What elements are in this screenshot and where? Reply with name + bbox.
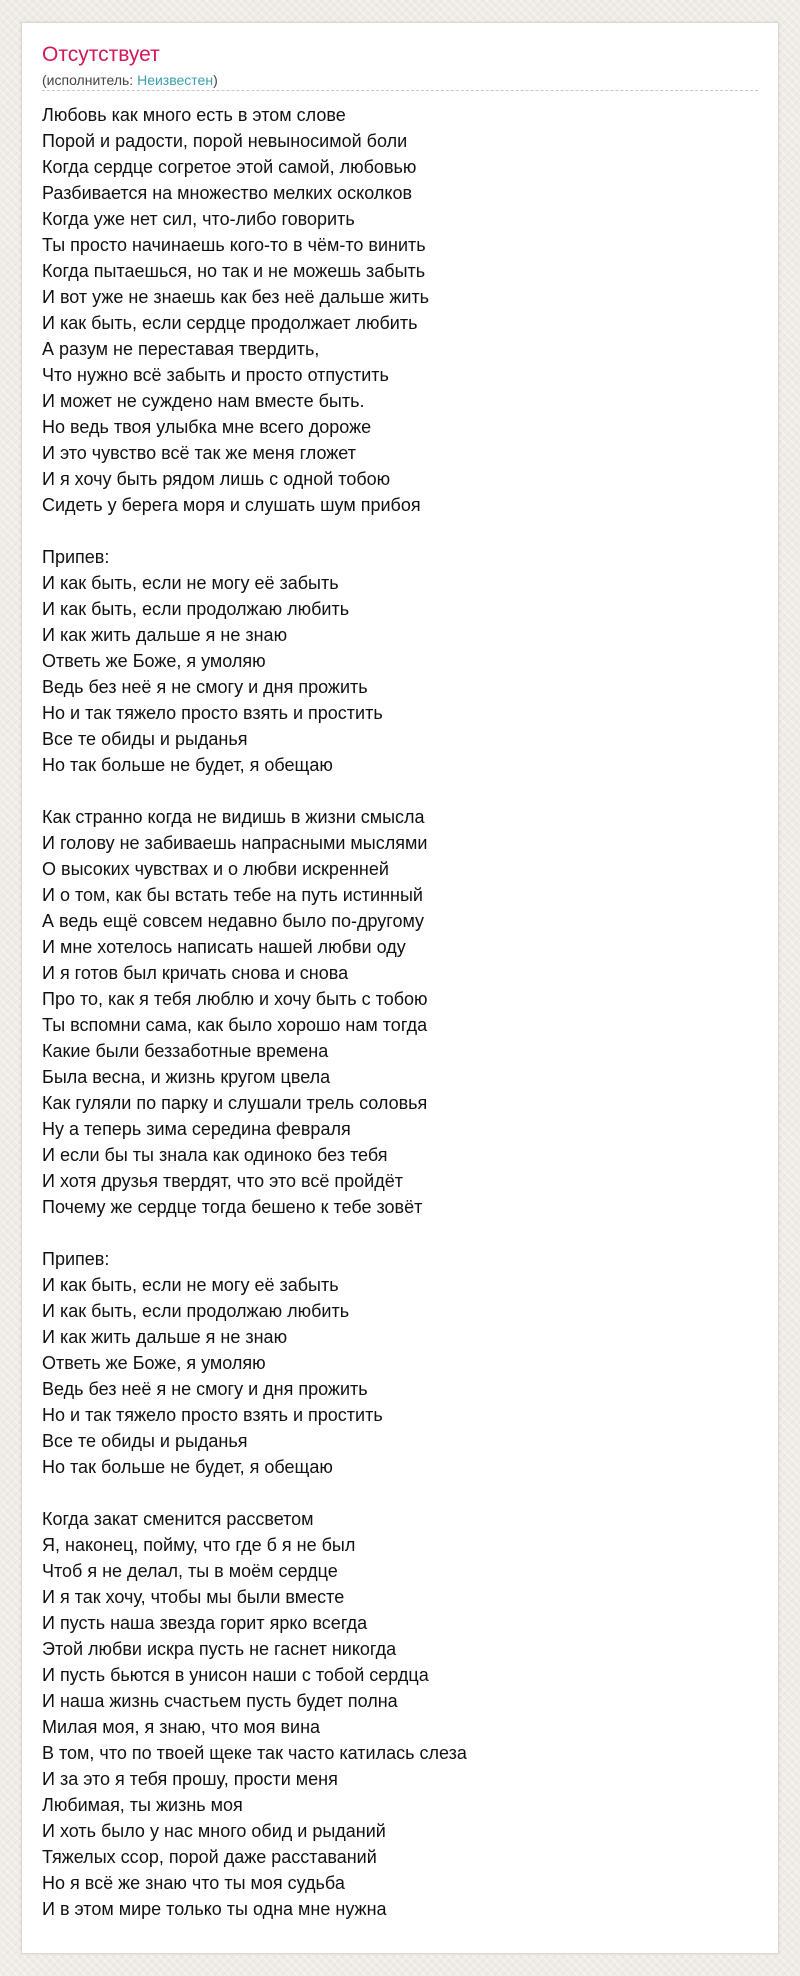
lyric-line: А ведь ещё совсем недавно было по-другому [42,911,425,931]
lyric-line: Чтоб я не делал, ты в моём сердце [42,1561,338,1581]
lyric-line: Ты вспомни сама, как было хорошо нам тогда [42,1015,428,1035]
lyric-line: Когда пытаешься, но так и не можешь забыть [42,261,426,281]
lyric-line: И хоть было у нас много обид и рыданий [42,1821,386,1841]
lyric-line: И я так хочу, чтобы мы были вместе [42,1587,345,1607]
lyrics-card [21,22,779,1954]
lyric-line: Сидеть у берега моря и слушать шум прибоя [42,495,421,515]
lyric-line: И как быть, если продолжаю любить [42,599,350,619]
lyric-line: И как жить дальше я не знаю [42,1327,288,1347]
lyric-line: Ответь же Боже, я умоляю [42,1353,266,1373]
lyric-line: Как гуляли по парку и слушали трель соловья [42,1093,428,1113]
lyric-line: О высоких чувствах и о любви искренней [42,859,389,879]
lyric-line: Ответь же Боже, я умоляю [42,651,266,671]
lyric-line: Но и так тяжело просто взять и простить [42,703,383,723]
lyric-line: И мне хотелось написать нашей любви оду [42,937,406,957]
lyric-line: Какие были беззаботные времена [42,1041,329,1061]
lyric-line: Ведь без неё я не смогу и дня прожить [42,677,368,697]
lyric-line: И как жить дальше я не знаю [42,625,288,645]
lyric-line: Когда закат сменится рассветом [42,1509,314,1529]
lyric-line: Почему же сердце тогда бешено к тебе зовёт [42,1197,423,1217]
lyric-line: Этой любви искра пусть не гаснет никогда [42,1639,397,1659]
lyric-line: Что нужно всё забыть и просто отпустить [42,365,389,385]
artist-link[interactable]: Неизвестен [137,72,214,88]
lyric-line: Я, наконец, пойму, что где б я не был [42,1535,356,1555]
lyric-line: Но так больше не будет, я обещаю [42,1457,333,1477]
lyric-line: И я хочу быть рядом лишь с одной тобою [42,469,391,489]
lyrics-body [42,102,758,1922]
lyric-line: И если бы ты знала как одиноко без тебя [42,1145,388,1165]
lyric-line: Любимая, ты жизнь моя [42,1795,243,1815]
lyric-line: Была весна, и жизнь кругом цвела [42,1067,331,1087]
lyric-line: Ну а теперь зима середина февраля [42,1119,351,1139]
lyrics-stanza [42,804,758,1220]
lyric-line: Все те обиды и рыданья [42,729,248,749]
lyric-line: Но так больше не будет, я обещаю [42,755,333,775]
lyric-line: А разум не переставая твердить, [42,339,320,359]
lyric-line: Но ведь твоя улыбка мне всего дороже [42,417,372,437]
lyric-line: И за это я тебя прошу, прости меня [42,1769,338,1789]
lyric-line: И наша жизнь счастьем пусть будет полна [42,1691,398,1711]
lyric-line: Про то, как я тебя люблю и хочу быть с тобою [42,989,428,1009]
lyrics-stanza [42,102,758,518]
lyric-line: И это чувство всё так же меня гложет [42,443,356,463]
artist-line [42,71,758,89]
lyric-line: Но и так тяжело просто взять и простить [42,1405,383,1425]
lyric-line: И пусть бьются в унисон наши с тобой сердца [42,1665,429,1685]
lyric-line: Разбивается на множество мелких осколков [42,183,413,203]
lyric-line: Когда уже нет сил, что-либо говорить [42,209,355,229]
lyrics-stanza [42,544,758,778]
lyric-line: Милая моя, я знаю, что моя вина [42,1717,321,1737]
lyric-line: Любовь как много есть в этом слове [42,105,346,125]
lyric-line: Все те обиды и рыданья [42,1431,248,1451]
lyric-line: Ведь без неё я не смогу и дня прожить [42,1379,368,1399]
lyric-line: Но я всё же знаю что ты моя судьба [42,1873,345,1893]
lyric-line: И как быть, если не могу её забыть [42,1275,339,1295]
lyric-line: Ты просто начинаешь кого-то в чём-то винить [42,235,426,255]
lyrics-stanza [42,1246,758,1480]
lyric-line: И может не суждено нам вместе быть. [42,391,365,411]
lyrics-stanza [42,1506,758,1922]
lyric-line: Когда сердце согретое этой самой, любовью [42,157,417,177]
artist-prefix: (исполнитель: [42,72,138,88]
lyric-line: И хотя друзья твердят, что это всё пройдёт [42,1171,403,1191]
lyric-line: И голову не забиваешь напрасными мыслями [42,833,428,853]
song-header [42,42,758,91]
lyric-line: И пусть наша звезда горит ярко всегда [42,1613,368,1633]
lyric-line: И как быть, если сердце продолжает любить [42,313,418,333]
lyric-line: Тяжелых ссор, порой даже расставаний [42,1847,377,1867]
lyric-line: И в этом мире только ты одна мне нужна [42,1899,387,1919]
lyric-line: И о том, как бы встать тебе на путь истинный [42,885,423,905]
lyric-line: И как быть, если не могу её забыть [42,573,339,593]
lyric-line: Припев: [42,547,110,567]
artist-suffix: ) [213,72,218,88]
lyric-line: Как странно когда не видишь в жизни смысла [42,807,425,827]
lyric-line: Припев: [42,1249,110,1269]
lyric-line: И как быть, если продолжаю любить [42,1301,350,1321]
lyric-line: И я готов был кричать снова и снова [42,963,349,983]
lyric-line: И вот уже не знаешь как без неё дальше жить [42,287,430,307]
lyric-line: Порой и радости, порой невыносимой боли [42,131,408,151]
lyric-line: В том, что по твоей щеке так часто катилась слеза [42,1743,467,1763]
song-title: Отсутствует [42,43,160,66]
